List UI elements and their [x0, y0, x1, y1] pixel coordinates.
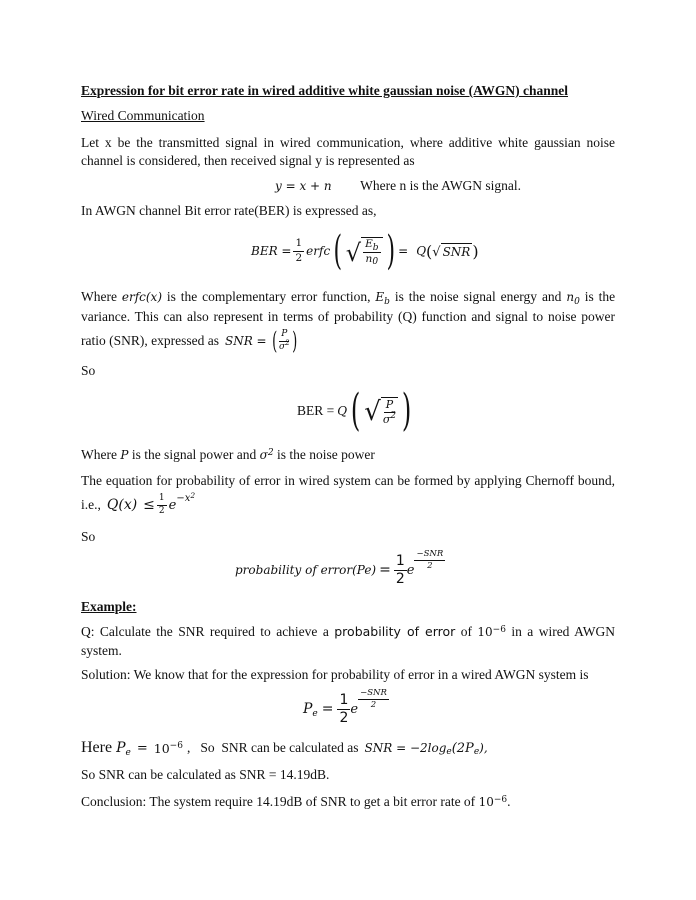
eq2-open-paren: ( — [333, 228, 343, 274]
eq2-close-paren: ) — [386, 228, 395, 274]
intro-line-2: channel is considered, then received signal y is represented as — [81, 153, 415, 168]
so-2: So — [81, 529, 96, 544]
here-line: Here $P_e$ = $10^{-6}$ , So SNR can be calculated as SNR = $-2\log_e(2P_e)$, — [81, 739, 488, 758]
where-erfc-line-1: Where erfc(x) is the complementary error function, $E_b$ is the noise signal energy and $n_0$ is the — [81, 289, 616, 307]
eq3-lhs: BER = — [297, 403, 335, 418]
section-heading-wired: Wired Communication — [81, 108, 205, 123]
chernoff-line-1: The equation for probability of error in wired system can be formed by applying Chernoff bound, — [81, 473, 615, 488]
equation-ber-erfc: BER = $\frac{1}{2}$ erfc ( √ $\frac{E_b}{n_0}$ ) = Q ( √ SNR ) — [251, 228, 479, 274]
eq2-equals: = — [398, 244, 409, 258]
where-erfc-line-3: ratio (SNR), expressed as SNR = ( $\frac{P}{\sigma^2}$ ) — [81, 327, 297, 355]
eq2-half: $\frac{1}{2}$ — [295, 237, 303, 264]
eq2-sqrt: √ $\frac{E_b}{n_0}$ — [346, 237, 383, 264]
so-1: So — [81, 363, 96, 378]
ber-intro: In AWGN channel Bit error rate(BER) is expressed as, — [81, 203, 377, 218]
equation-pe: $P_e$ = $\frac{1}{2}$ e $\frac{\text{−SNR}}{2}$ — [303, 688, 387, 726]
eq2-q: Q — [416, 244, 427, 258]
example-question-line-1: Q: Calculate the SNR required to achieve a probability of error of $10^{-6}$ in a wired AWGN — [81, 624, 616, 639]
intro-line-1: Let x be the transmitted signal in wired communication, where additive white gaussian noise — [81, 135, 615, 150]
example-question-line-2: system. — [81, 643, 122, 658]
where-erfc-line-2: variance. This can also represent in terms of probability (Q) function and signal to noise power — [81, 309, 615, 324]
document-title: Expression for bit error rate in wired additive white gaussian noise (AWGN) channel — [81, 83, 569, 98]
eq1-note: Where n is the AWGN signal. — [360, 178, 522, 193]
eq3-q: Q — [337, 404, 348, 418]
eq2-sqrt-snr: √ SNR — [432, 245, 471, 260]
equation-ber-q: BER = Q ( √ $\frac{P}{\sigma^2}$ ) — [297, 385, 412, 436]
equation-probability-of-error: probability of error(Pe) = $\frac{1}{2}$ e $\frac{\text{−SNR}}{2}$ — [235, 549, 444, 587]
where-signal-power: Where P is the signal power and $\sigma^2$ is the noise power — [81, 447, 375, 462]
eq1-lhs: y = x + n — [275, 179, 332, 193]
example-heading: Example: — [81, 599, 137, 614]
example-solution: Solution: We know that for the expression for probability of error in a wired AWGN system is — [81, 667, 589, 682]
equation-received-signal — [275, 177, 521, 195]
eq2-lhs: BER = — [251, 244, 292, 258]
result-line: So SNR can be calculated as SNR = 14.19dB. — [81, 767, 330, 782]
eq2-erfc: erfc — [306, 244, 331, 258]
conclusion-line: Conclusion: The system require 14.19dB of SNR to get a bit error rate of $10^{-6}$. — [81, 794, 511, 809]
chernoff-line-2: i.e., Q(x) ≤ $\frac{1}{2}$ e $-x^2$ — [81, 490, 196, 516]
